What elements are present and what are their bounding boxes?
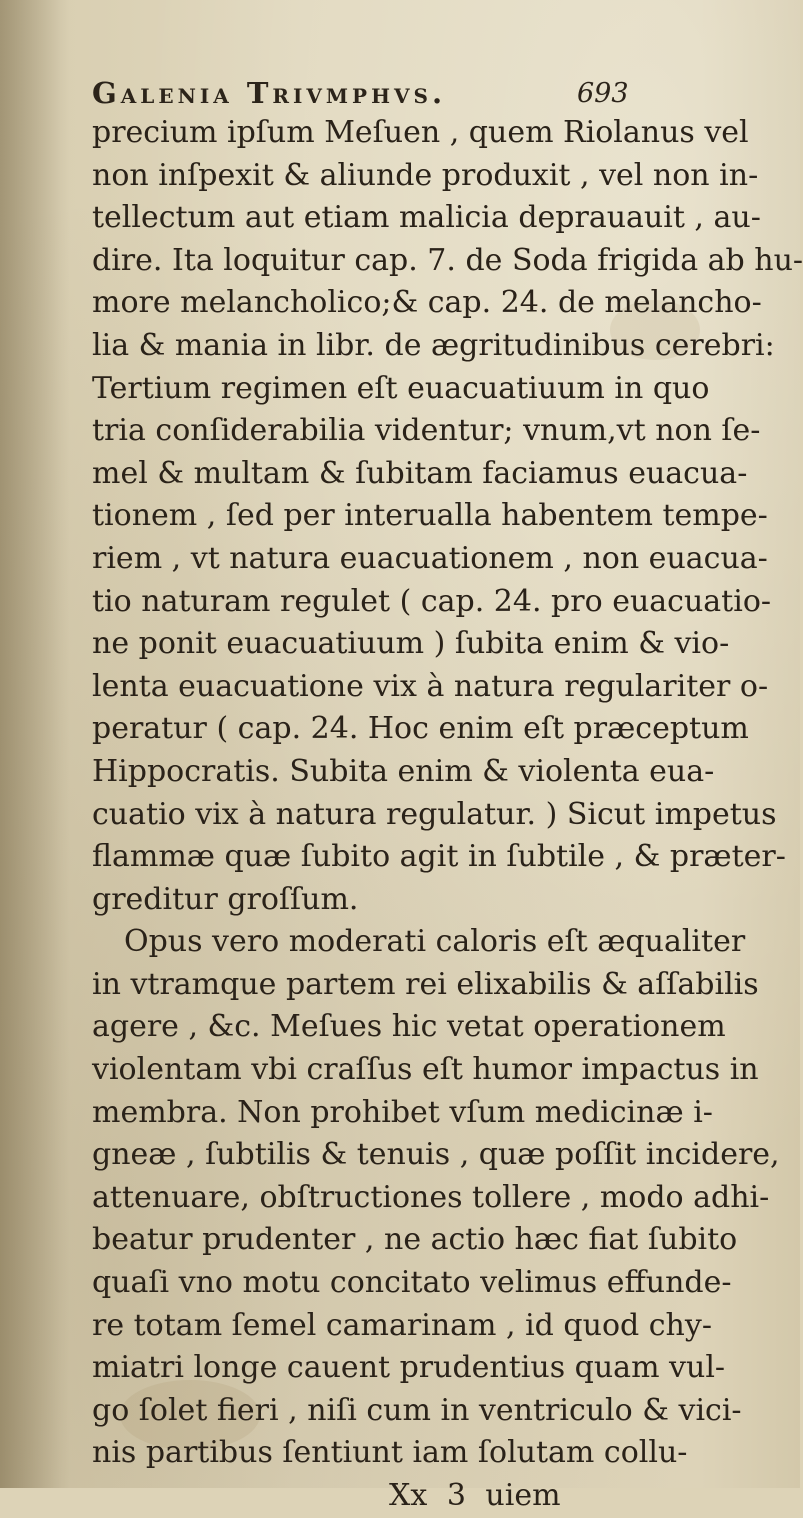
body-text <box>92 112 803 1518</box>
running-title: Galenia Trivmphvs. <box>92 76 447 110</box>
text-line: peratur ( cap. 24. Hoc enim eſt præceptum <box>92 711 749 747</box>
text-line: Tertium regimen eſt euacuatiuum in quo <box>92 370 710 406</box>
text-line: membra. Non prohibet vſum medicinæ i- <box>92 1094 713 1130</box>
text-line: greditur groſſum. <box>92 881 359 917</box>
text-line: Hippocratis. Subita enim & violenta eua- <box>92 753 715 789</box>
text-line: dire. Ita loquitur cap. 7. de Soda frigida ab hu- <box>92 242 803 278</box>
text-line: miatri longe cauent prudentius quam vul- <box>92 1350 726 1386</box>
gutter-shadow <box>0 0 70 1488</box>
text-line: flammæ quæ ſubito agit in ſubtile , & præter- <box>92 839 786 875</box>
text-line: violentam vbi craſſus eſt humor impactus in <box>92 1052 759 1088</box>
text-line-paragraph-start: Opus vero moderati caloris eſt æqualiter <box>124 924 746 960</box>
text-line: tio naturam regulet ( cap. 24. pro euacuatio- <box>92 583 772 619</box>
text-line: re totam ſemel camarinam , id quod chy- <box>92 1307 712 1343</box>
text-line: beatur prudenter , ne actio hæc fiat ſubito <box>92 1222 738 1258</box>
text-line: lenta euacuatione vix à natura regulariter o- <box>92 668 769 704</box>
text-line: tria conſiderabilia videntur; vnum,vt non ſe- <box>92 413 761 449</box>
text-line: more melancholico;& cap. 24. de melancho- <box>92 285 762 321</box>
text-line: attenuare, obſtructiones tollere , modo adhi- <box>92 1179 770 1215</box>
text-line: go ſolet fieri , niſi cum in ventriculo & vici- <box>92 1392 742 1428</box>
text-line: agere , &c. Meſues hic vetat operationem <box>92 1009 726 1045</box>
signature-and-catchword: Xx 3 uiem <box>389 1478 561 1513</box>
text-line: nis partibus ſentiunt iam ſolutam collu- <box>92 1435 688 1471</box>
text-line: riem , vt natura euacuationem , non euacua- <box>92 540 768 576</box>
text-line: ne ponit euacuatiuum ) ſubita enim & vio- <box>92 626 730 662</box>
text-line: quaſi vno motu concitato velimus effunde- <box>92 1265 732 1301</box>
text-line: tellectum aut etiam malicia deprauauit , au- <box>92 200 761 236</box>
text-line: tionem , ſed per interualla habentem tempe- <box>92 498 768 534</box>
text-line: mel & multam & ſubitam faciamus euacua- <box>92 455 748 491</box>
text-line: cuatio vix à natura regulatur. ) Sicut impetus <box>92 796 777 832</box>
text-line: gneæ , ſubtilis & tenuis , quæ poſſit incidere, <box>92 1137 780 1173</box>
text-line: in vtramque partem rei elixabilis & aſſabilis <box>92 966 759 1002</box>
text-line: non inſpexit & aliunde produxit , vel non in- <box>92 157 759 193</box>
page-number: 693 <box>577 78 629 109</box>
text-line: lia & mania in libr. de ægritudinibus cerebri: <box>92 327 775 363</box>
text-line: precium ipſum Meſuen , quem Riolanus vel <box>92 115 749 150</box>
